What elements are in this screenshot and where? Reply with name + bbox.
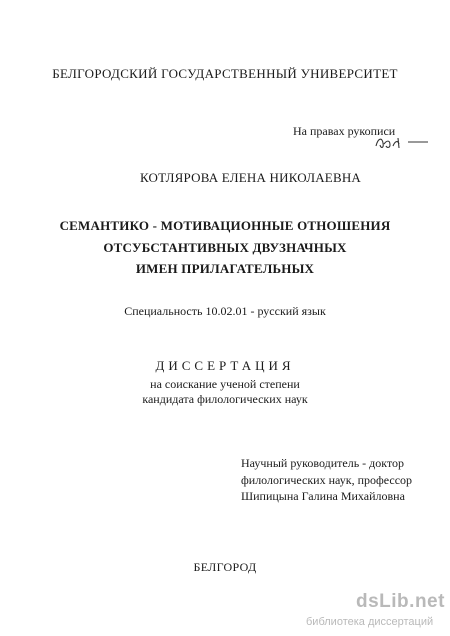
watermark-subtitle: библиотека диссертаций xyxy=(306,616,434,628)
title-line-1: СЕМАНТИКО - МОТИВАЦИОННЫЕ ОТНОШЕНИЯ xyxy=(59,218,391,233)
author-name: КОТЛЯРОВА ЕЛЕНА НИКОЛАЕВНА xyxy=(140,170,361,185)
degree-line-1: на соискание ученой степени xyxy=(150,377,300,391)
city-name: БЕЛГОРОД xyxy=(193,560,257,574)
manuscript-rights-note: На правах рукописи xyxy=(293,124,396,138)
title-line-3: ИМЕН ПРИЛАГАТЕЛЬНЫХ xyxy=(135,261,315,276)
work-type-heading: ДИССЕРТАЦИЯ xyxy=(155,358,295,373)
supervisor-line-2: филологических наук, профессор xyxy=(241,473,413,487)
handwritten-signature xyxy=(372,134,432,152)
title-line-2: ОТСУБСТАНТИВНЫХ ДВУЗНАЧНЫХ xyxy=(103,240,347,255)
specialty-line: Специальность 10.02.01 - русский язык xyxy=(124,304,326,318)
university-name: БЕЛГОРОДСКИЙ ГОСУДАРСТВЕННЫЙ УНИВЕРСИТЕТ xyxy=(52,66,398,81)
degree-line-2: кандидата филологических наук xyxy=(142,392,308,406)
watermark-logo: dsLib.net xyxy=(356,591,445,612)
supervisor-line-3: Шипицына Галина Михайловна xyxy=(241,489,405,503)
supervisor-line-1: Научный руководитель - доктор xyxy=(241,456,405,470)
